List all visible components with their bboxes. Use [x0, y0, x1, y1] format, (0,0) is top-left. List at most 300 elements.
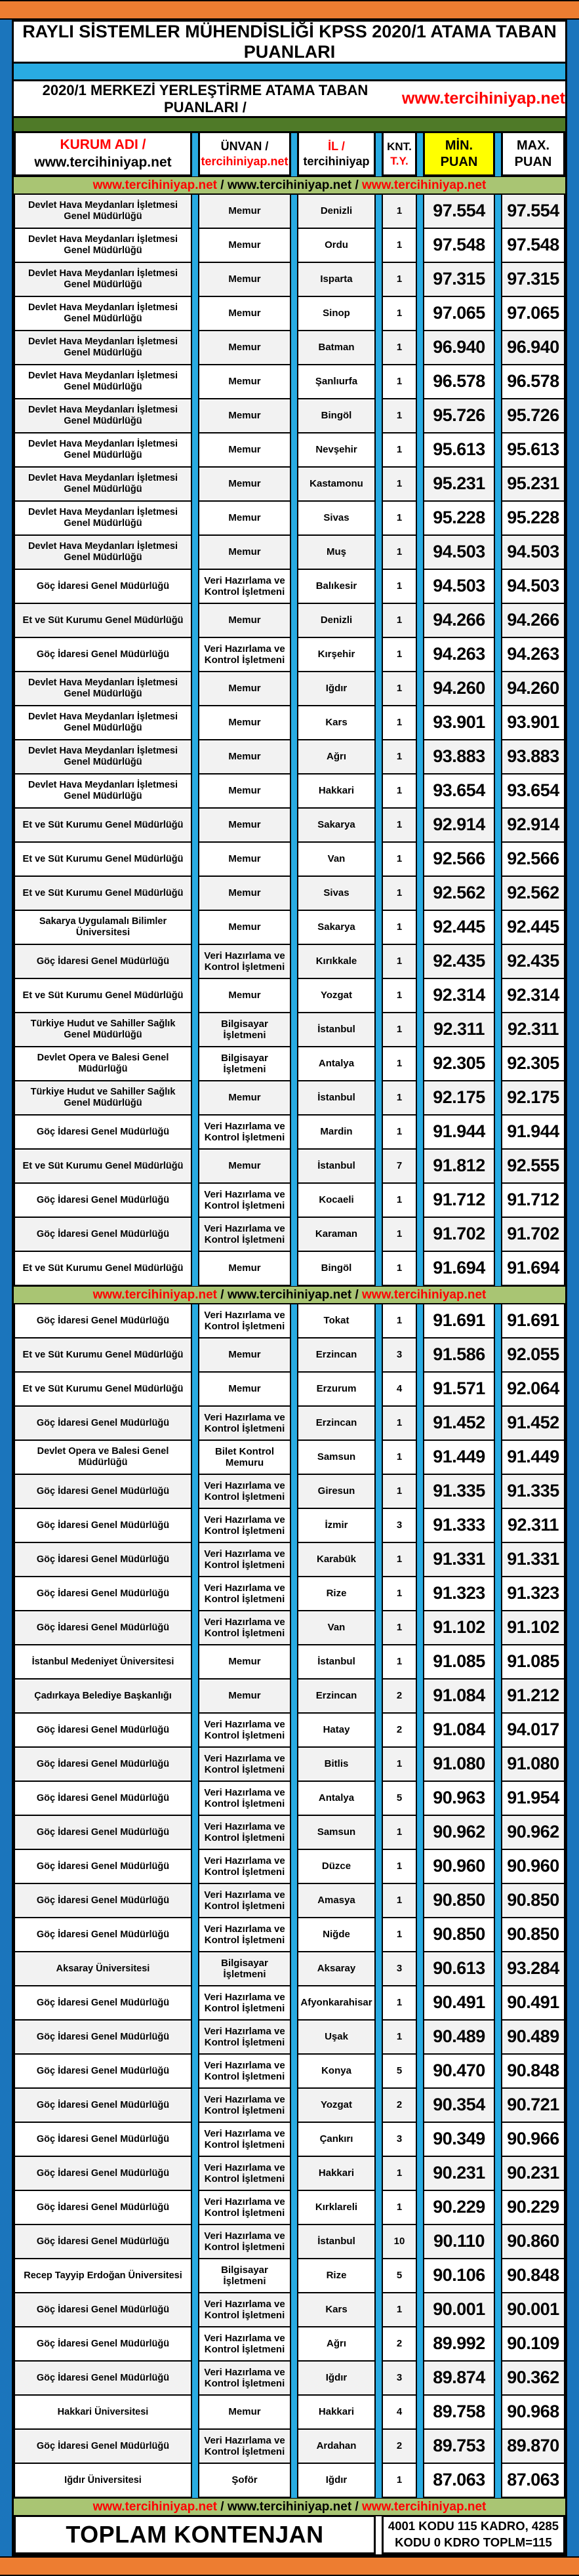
cell-il: Tokat: [297, 1304, 376, 1338]
cell-il: Şanlıurfa: [297, 365, 376, 399]
cell-min-puan: 90.850: [423, 1918, 495, 1952]
cell-min-puan: 90.613: [423, 1952, 495, 1986]
cell-knt: 1: [382, 331, 417, 365]
cell-max-puan: 91.691: [501, 1304, 565, 1338]
cell-min-puan: 90.470: [423, 2055, 495, 2089]
subtitle-text: 2020/1 MERKEZİ YERLEŞTİRME ATAMA TABAN PUANLARI /: [42, 81, 369, 115]
cell-max-puan: 93.284: [501, 1952, 565, 1986]
table-row: [14, 877, 565, 911]
cell-unvan: Memur: [198, 1338, 291, 1373]
separator-slash-1: /: [216, 178, 228, 192]
cell-unvan: Veri Hazırlama ve Kontrol İşletmeni: [198, 2362, 291, 2396]
cell-unvan: Memur: [198, 331, 291, 365]
cell-knt: 1: [382, 1918, 417, 1952]
cell-il: Bingöl: [297, 1252, 376, 1286]
table-row: [14, 809, 565, 843]
table-row: [14, 502, 565, 536]
cell-unvan: Memur: [198, 877, 291, 911]
table-row: [14, 1918, 565, 1952]
cell-max-puan: 91.712: [501, 1184, 565, 1218]
cell-knt: 2: [382, 2089, 417, 2123]
table-row: [14, 706, 565, 740]
cell-unvan: Memur: [198, 263, 291, 297]
unvan-header-line2: tercihiniyap.net: [201, 154, 289, 168]
cell-max-puan: 92.311: [501, 1013, 565, 1047]
cell-kurum: Göç İdaresi Genel Müdürlüğü: [14, 945, 192, 979]
cell-unvan: Memur: [198, 1645, 291, 1680]
cell-max-puan: 93.654: [501, 775, 565, 809]
table-row: [14, 2464, 565, 2498]
cell-kurum: Devlet Hava Meydanları İşletmesi Genel Müdürlüğü: [14, 672, 192, 706]
table-row: [14, 672, 565, 706]
cell-max-puan: 90.229: [501, 2191, 565, 2225]
cell-il: Denizli: [297, 195, 376, 229]
cell-min-puan: 91.586: [423, 1338, 495, 1373]
cell-unvan: Memur: [198, 1081, 291, 1116]
cell-unvan: Veri Hazırlama ve Kontrol İşletmeni: [198, 2089, 291, 2123]
cell-min-puan: 91.449: [423, 1441, 495, 1475]
cell-max-puan: 91.331: [501, 1543, 565, 1577]
table-row: [14, 1218, 565, 1252]
table-row: [14, 1645, 565, 1680]
cell-kurum: Göç İdaresi Genel Müdürlüğü: [14, 1184, 192, 1218]
table-row: [14, 1475, 565, 1509]
cell-max-puan: 91.694: [501, 1252, 565, 1286]
cell-knt: 7: [382, 1150, 417, 1184]
cell-max-puan: 91.085: [501, 1645, 565, 1680]
table-row: [14, 433, 565, 468]
cell-il: Kastamonu: [297, 468, 376, 502]
cell-knt: 1: [382, 2157, 417, 2191]
separator-slash-2: /: [351, 1287, 363, 1302]
table-row: [14, 1850, 565, 1884]
cell-unvan: Veri Hazırlama ve Kontrol İşletmeni: [198, 1543, 291, 1577]
cell-kurum: Et ve Süt Kurumu Genel Müdürlüğü: [14, 809, 192, 843]
cell-kurum: Göç İdaresi Genel Müdürlüğü: [14, 1116, 192, 1150]
cell-max-puan: 92.064: [501, 1373, 565, 1407]
cell-max-puan: 90.362: [501, 2362, 565, 2396]
cell-knt: 1: [382, 2021, 417, 2055]
cell-min-puan: 91.452: [423, 1407, 495, 1441]
cell-kurum: Et ve Süt Kurumu Genel Müdürlüğü: [14, 1338, 192, 1373]
kadro-summary-line1: 4001 KODU 115 KADRO, 4285: [388, 2519, 559, 2533]
cell-max-puan: 96.578: [501, 365, 565, 399]
table-row: [14, 911, 565, 945]
cell-unvan: Veri Hazırlama ve Kontrol İşletmeni: [198, 1407, 291, 1441]
tercihiniyap-separator: [14, 1286, 565, 1304]
cell-unvan: Veri Hazırlama ve Kontrol İşletmeni: [198, 2327, 291, 2362]
cell-max-puan: 92.314: [501, 979, 565, 1013]
cell-unvan: Memur: [198, 1373, 291, 1407]
cell-kurum: Devlet Hava Meydanları İşletmesi Genel Müdürlüğü: [14, 331, 192, 365]
cell-kurum: Devlet Hava Meydanları İşletmesi Genel Müdürlüğü: [14, 195, 192, 229]
unvan-header-line1: ÜNVAN /: [220, 140, 269, 153]
table-row: [14, 536, 565, 570]
cell-max-puan: 91.449: [501, 1441, 565, 1475]
cell-unvan: Veri Hazırlama ve Kontrol İşletmeni: [198, 638, 291, 672]
green-divider-bar: [14, 118, 565, 133]
cell-unvan: Veri Hazırlama ve Kontrol İşletmeni: [198, 1918, 291, 1952]
cell-kurum: Devlet Opera ve Balesi Genel Müdürlüğü: [14, 1047, 192, 1081]
table-row: [14, 1577, 565, 1611]
cell-max-puan: 95.613: [501, 433, 565, 468]
cell-min-puan: 90.354: [423, 2089, 495, 2123]
cell-min-puan: 91.080: [423, 1748, 495, 1782]
cell-knt: 5: [382, 2259, 417, 2293]
cell-max-puan: 90.231: [501, 2157, 565, 2191]
cell-unvan: Memur: [198, 604, 291, 638]
cell-min-puan: 89.758: [423, 2396, 495, 2430]
cell-kurum: Et ve Süt Kurumu Genel Müdürlüğü: [14, 877, 192, 911]
cell-min-puan: 94.503: [423, 536, 495, 570]
cell-il: Sinop: [297, 297, 376, 331]
cell-min-puan: 97.548: [423, 229, 495, 263]
separator-slash-1: /: [216, 2499, 228, 2514]
cell-knt: 10: [382, 2225, 417, 2259]
table-row: [14, 1338, 565, 1373]
cell-min-puan: 95.231: [423, 468, 495, 502]
table-row: [14, 2396, 565, 2430]
separator-url-1: www.tercihiniyap.net: [92, 178, 217, 192]
cell-kurum: Göç İdaresi Genel Müdürlüğü: [14, 1543, 192, 1577]
cell-knt: 1: [382, 604, 417, 638]
cell-knt: 5: [382, 2055, 417, 2089]
cell-il: Hakkari: [297, 775, 376, 809]
cell-knt: 1: [382, 1013, 417, 1047]
cell-il: Antalya: [297, 1782, 376, 1816]
cell-knt: 1: [382, 502, 417, 536]
max-header-line2: PUAN: [514, 154, 552, 169]
cell-max-puan: 91.080: [501, 1748, 565, 1782]
cell-max-puan: 90.109: [501, 2327, 565, 2362]
cell-max-puan: 92.562: [501, 877, 565, 911]
cell-knt: 1: [382, 2191, 417, 2225]
cell-min-puan: 92.435: [423, 945, 495, 979]
cell-knt: 1: [382, 1407, 417, 1441]
cell-unvan: Memur: [198, 536, 291, 570]
cell-knt: 2: [382, 2327, 417, 2362]
table-row: [14, 1373, 565, 1407]
cell-unvan: Memur: [198, 979, 291, 1013]
cell-il: Kocaeli: [297, 1184, 376, 1218]
cell-kurum: Göç İdaresi Genel Müdürlüğü: [14, 1577, 192, 1611]
cell-il: Niğde: [297, 1918, 376, 1952]
cell-knt: 1: [382, 706, 417, 740]
table-row: [14, 1611, 565, 1645]
cell-il: Çankırı: [297, 2123, 376, 2157]
cell-kurum: Göç İdaresi Genel Müdürlüğü: [14, 570, 192, 604]
cell-max-puan: 87.063: [501, 2464, 565, 2498]
cell-unvan: Veri Hazırlama ve Kontrol İşletmeni: [198, 2021, 291, 2055]
cell-unvan: Veri Hazırlama ve Kontrol İşletmeni: [198, 2430, 291, 2464]
table-row: [14, 604, 565, 638]
cell-knt: 1: [382, 945, 417, 979]
cell-min-puan: 93.883: [423, 740, 495, 775]
cell-unvan: Memur: [198, 672, 291, 706]
cell-max-puan: 90.489: [501, 2021, 565, 2055]
cell-max-puan: 97.554: [501, 195, 565, 229]
min-header-line2: PUAN: [440, 154, 478, 169]
cell-max-puan: 91.102: [501, 1611, 565, 1645]
table-row: [14, 263, 565, 297]
cell-knt: 1: [382, 1047, 417, 1081]
cell-max-puan: 90.848: [501, 2055, 565, 2089]
table-row: [14, 1013, 565, 1047]
cell-unvan: Veri Hazırlama ve Kontrol İşletmeni: [198, 1850, 291, 1884]
cell-unvan: Memur: [198, 911, 291, 945]
table-row: [14, 740, 565, 775]
table-row: [14, 979, 565, 1013]
separator-slash-2: /: [351, 178, 363, 192]
cell-knt: 1: [382, 433, 417, 468]
table-body: [14, 195, 565, 2516]
cell-unvan: Veri Hazırlama ve Kontrol İşletmeni: [198, 2225, 291, 2259]
separator-url-2: www.tercihiniyap.net: [227, 1287, 352, 1302]
cell-knt: 4: [382, 1373, 417, 1407]
cell-kurum: Göç İdaresi Genel Müdürlüğü: [14, 2157, 192, 2191]
cell-max-puan: 91.944: [501, 1116, 565, 1150]
cell-kurum: Devlet Hava Meydanları İşletmesi Genel Müdürlüğü: [14, 297, 192, 331]
cell-knt: 1: [382, 809, 417, 843]
cell-min-puan: 90.231: [423, 2157, 495, 2191]
table-row: [14, 297, 565, 331]
table-row: [14, 2089, 565, 2123]
cell-knt: 1: [382, 1543, 417, 1577]
cell-max-puan: 97.315: [501, 263, 565, 297]
cell-unvan: Memur: [198, 775, 291, 809]
cell-il: Ordu: [297, 229, 376, 263]
cell-kurum: Et ve Süt Kurumu Genel Müdürlüğü: [14, 1252, 192, 1286]
cell-min-puan: 94.503: [423, 570, 495, 604]
cell-min-puan: 93.654: [423, 775, 495, 809]
cell-max-puan: 90.001: [501, 2293, 565, 2327]
separator-url-3: www.tercihiniyap.net: [362, 178, 487, 192]
table-row: [14, 2123, 565, 2157]
cell-kurum: Et ve Süt Kurumu Genel Müdürlüğü: [14, 979, 192, 1013]
cell-max-puan: 95.231: [501, 468, 565, 502]
cell-min-puan: 90.001: [423, 2293, 495, 2327]
cell-kurum: Et ve Süt Kurumu Genel Müdürlüğü: [14, 604, 192, 638]
cell-min-puan: 94.260: [423, 672, 495, 706]
cell-il: Kars: [297, 2293, 376, 2327]
cell-il: Van: [297, 1611, 376, 1645]
tercihiniyap-separator-top: [14, 176, 565, 195]
column-header-max-puan: [501, 133, 565, 176]
cell-min-puan: 94.263: [423, 638, 495, 672]
table-row: [14, 1184, 565, 1218]
cell-unvan: Veri Hazırlama ve Kontrol İşletmeni: [198, 1782, 291, 1816]
cell-il: Erzincan: [297, 1338, 376, 1373]
cell-min-puan: 92.305: [423, 1047, 495, 1081]
il-header-line1: İL /: [328, 140, 345, 153]
cell-unvan: Veri Hazırlama ve Kontrol İşletmeni: [198, 1986, 291, 2021]
cell-knt: 1: [382, 1116, 417, 1150]
cell-kurum: İstanbul Medeniyet Üniversitesi: [14, 1645, 192, 1680]
cell-kurum: Devlet Opera ve Balesi Genel Müdürlüğü: [14, 1441, 192, 1475]
cell-kurum: Göç İdaresi Genel Müdürlüğü: [14, 1884, 192, 1918]
cell-il: Konya: [297, 2055, 376, 2089]
cell-kurum: Göç İdaresi Genel Müdürlüğü: [14, 2089, 192, 2123]
cell-min-puan: 92.445: [423, 911, 495, 945]
cell-kurum: Göç İdaresi Genel Müdürlüğü: [14, 2327, 192, 2362]
cell-il: Isparta: [297, 263, 376, 297]
cell-unvan: Veri Hazırlama ve Kontrol İşletmeni: [198, 1116, 291, 1150]
cell-il: Erzincan: [297, 1680, 376, 1714]
cell-max-puan: 92.435: [501, 945, 565, 979]
cell-il: Kırıkkale: [297, 945, 376, 979]
cell-knt: 1: [382, 638, 417, 672]
table-row: [14, 1543, 565, 1577]
table-row: [14, 229, 565, 263]
cell-max-puan: 95.228: [501, 502, 565, 536]
cell-min-puan: 91.812: [423, 1150, 495, 1184]
knt-header-line2: T.Y.: [390, 154, 409, 167]
cell-min-puan: 91.085: [423, 1645, 495, 1680]
cell-max-puan: 91.452: [501, 1407, 565, 1441]
cell-unvan: Veri Hazırlama ve Kontrol İşletmeni: [198, 2191, 291, 2225]
cell-knt: 1: [382, 365, 417, 399]
cell-max-puan: 92.445: [501, 911, 565, 945]
cell-min-puan: 90.960: [423, 1850, 495, 1884]
cell-kurum: Göç İdaresi Genel Müdürlüğü: [14, 2021, 192, 2055]
cell-il: Düzce: [297, 1850, 376, 1884]
kurum-header-line1: KURUM ADI /: [60, 137, 146, 153]
cell-il: Afyonkarahisar: [297, 1986, 376, 2021]
cell-min-puan: 90.110: [423, 2225, 495, 2259]
cell-max-puan: 94.017: [501, 1714, 565, 1748]
cell-knt: 1: [382, 1475, 417, 1509]
cell-kurum: Göç İdaresi Genel Müdürlüğü: [14, 1714, 192, 1748]
cell-unvan: Bilgisayar İşletmeni: [198, 1047, 291, 1081]
score-table: [12, 20, 567, 2556]
cell-knt: 1: [382, 2464, 417, 2498]
cell-knt: 1: [382, 672, 417, 706]
table-row: [14, 1047, 565, 1081]
cell-unvan: Memur: [198, 843, 291, 877]
table-row: [14, 1116, 565, 1150]
cell-knt: 4: [382, 2396, 417, 2430]
bottom-orange-bar: [0, 2556, 579, 2576]
table-row: [14, 1441, 565, 1475]
cell-kurum: Devlet Hava Meydanları İşletmesi Genel Müdürlüğü: [14, 775, 192, 809]
cell-knt: 2: [382, 1680, 417, 1714]
cell-unvan: Veri Hazırlama ve Kontrol İşletmeni: [198, 1884, 291, 1918]
cell-min-puan: 89.992: [423, 2327, 495, 2362]
cell-knt: 3: [382, 1952, 417, 1986]
cell-kurum: Göç İdaresi Genel Müdürlüğü: [14, 1611, 192, 1645]
table-row: [14, 1884, 565, 1918]
cell-unvan: Memur: [198, 2396, 291, 2430]
cell-kurum: Türkiye Hudut ve Sahiller Sağlık Genel Müdürlüğü: [14, 1081, 192, 1116]
cell-knt: 1: [382, 775, 417, 809]
table-row: [14, 1816, 565, 1850]
table-row: [14, 1952, 565, 1986]
table-header-row: [14, 133, 565, 176]
cell-max-puan: 90.850: [501, 1884, 565, 1918]
cell-knt: 1: [382, 1252, 417, 1286]
table-footer-row: [14, 2516, 565, 2554]
cell-unvan: Memur: [198, 809, 291, 843]
table-row: [14, 1304, 565, 1338]
cell-kurum: Aksaray Üniversitesi: [14, 1952, 192, 1986]
table-row: [14, 1986, 565, 2021]
cell-knt: 1: [382, 1645, 417, 1680]
cell-il: Hakkari: [297, 2396, 376, 2430]
table-row: [14, 1782, 565, 1816]
page-title: RAYLI SİSTEMLER MÜHENDİSLİĞİ KPSS 2020/1 ATAMA TABAN PUANLARI: [14, 22, 565, 64]
kurum-header-line2: www.tercihiniyap.net: [34, 154, 172, 170]
cell-knt: 1: [382, 570, 417, 604]
cell-kurum: Devlet Hava Meydanları İşletmesi Genel Müdürlüğü: [14, 468, 192, 502]
cell-min-puan: 92.566: [423, 843, 495, 877]
cell-il: Sakarya: [297, 911, 376, 945]
top-orange-bar: [0, 0, 579, 20]
min-header-line1: MİN.: [445, 138, 473, 153]
cell-unvan: Memur: [198, 399, 291, 433]
table-row: [14, 945, 565, 979]
cell-knt: 1: [382, 399, 417, 433]
cell-knt: 2: [382, 1714, 417, 1748]
cell-min-puan: 90.491: [423, 1986, 495, 2021]
cell-unvan: Veri Hazırlama ve Kontrol İşletmeni: [198, 1304, 291, 1338]
cell-kurum: Devlet Hava Meydanları İşletmesi Genel Müdürlüğü: [14, 263, 192, 297]
cell-il: İstanbul: [297, 1150, 376, 1184]
cell-kurum: Göç İdaresi Genel Müdürlüğü: [14, 1748, 192, 1782]
cell-knt: 1: [382, 263, 417, 297]
cell-il: Erzurum: [297, 1373, 376, 1407]
cell-max-puan: 94.260: [501, 672, 565, 706]
cell-il: Kırklareli: [297, 2191, 376, 2225]
cell-unvan: Veri Hazırlama ve Kontrol İşletmeni: [198, 2123, 291, 2157]
cell-kurum: Göç İdaresi Genel Müdürlüğü: [14, 2225, 192, 2259]
cell-max-puan: 92.566: [501, 843, 565, 877]
cell-min-puan: 90.962: [423, 1816, 495, 1850]
cell-kurum: Göç İdaresi Genel Müdürlüğü: [14, 2123, 192, 2157]
kadro-summary: [382, 2516, 565, 2554]
table-row: [14, 2191, 565, 2225]
cell-kurum: Devlet Hava Meydanları İşletmesi Genel Müdürlüğü: [14, 502, 192, 536]
cell-il: Iğdır: [297, 2362, 376, 2396]
cell-knt: 1: [382, 229, 417, 263]
column-header-unvan: [198, 133, 291, 176]
cell-knt: 1: [382, 843, 417, 877]
cell-knt: 1: [382, 1748, 417, 1782]
table-row: [14, 2362, 565, 2396]
table-row: [14, 1509, 565, 1543]
cell-max-puan: 93.883: [501, 740, 565, 775]
cell-knt: 1: [382, 468, 417, 502]
cell-max-puan: 96.940: [501, 331, 565, 365]
table-row: [14, 2157, 565, 2191]
cell-unvan: Veri Hazırlama ve Kontrol İşletmeni: [198, 1218, 291, 1252]
cell-unvan: Memur: [198, 1680, 291, 1714]
cell-kurum: Göç İdaresi Genel Müdürlüğü: [14, 2430, 192, 2464]
table-row: [14, 1714, 565, 1748]
cell-unvan: Şoför: [198, 2464, 291, 2498]
cell-unvan: Memur: [198, 1150, 291, 1184]
cell-max-puan: 93.901: [501, 706, 565, 740]
cell-kurum: Göç İdaresi Genel Müdürlüğü: [14, 2191, 192, 2225]
cell-min-puan: 90.349: [423, 2123, 495, 2157]
cell-il: Iğdır: [297, 2464, 376, 2498]
page-subtitle: [14, 81, 565, 118]
cell-max-puan: 90.960: [501, 1850, 565, 1884]
cell-unvan: Memur: [198, 195, 291, 229]
cell-kurum: Sakarya Uygulamalı Bilimler Üniversitesi: [14, 911, 192, 945]
cell-max-puan: 92.914: [501, 809, 565, 843]
cell-knt: 3: [382, 2362, 417, 2396]
cell-min-puan: 87.063: [423, 2464, 495, 2498]
